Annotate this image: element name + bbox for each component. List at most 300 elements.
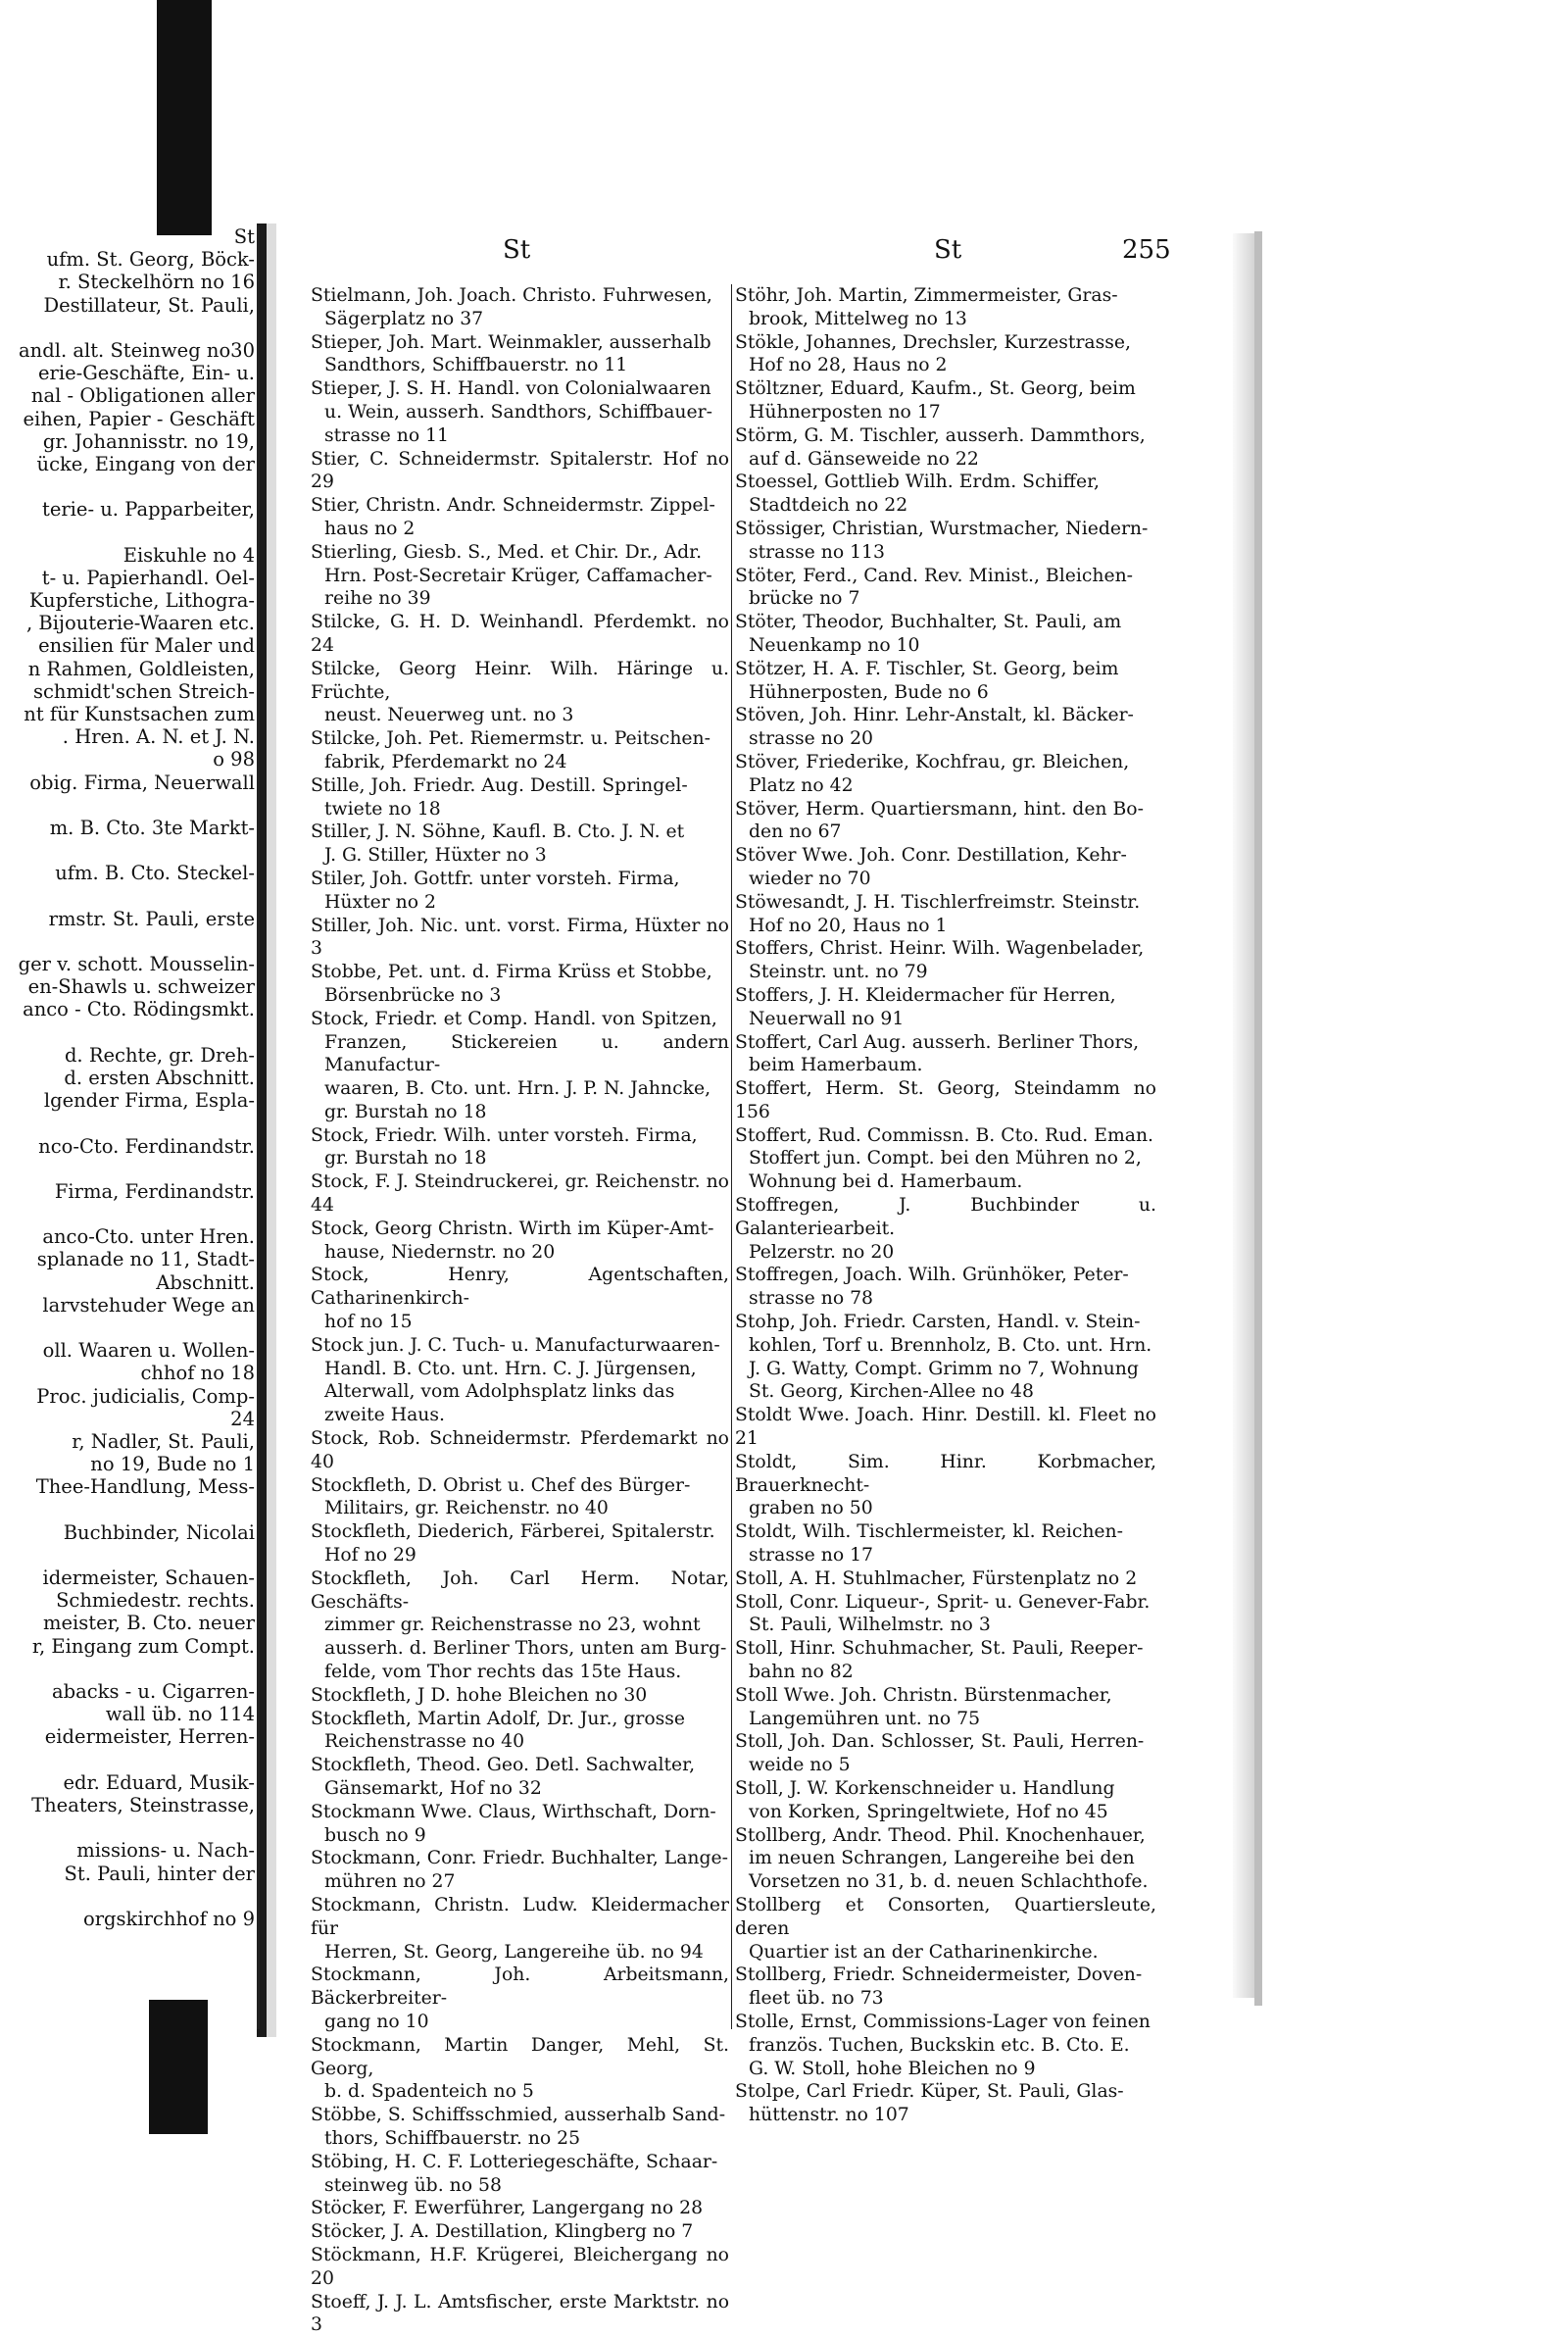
page-header [277, 235, 1257, 284]
entry-first-line: Stöbing, H. C. F. Lotteriegeschäfte, Schaar- [311, 2151, 718, 2172]
directory-entry [735, 1824, 1156, 1894]
directory-entry [735, 424, 1156, 472]
directory-entry [735, 518, 1156, 565]
entry-continuation-line: Hüxter no 2 [324, 891, 436, 913]
entry-continuation-line: Börsenbrücke no 3 [324, 984, 502, 1006]
entry-continuation-line: twiete no 18 [324, 798, 441, 820]
entry-first-line: Stöcker, F. Ewerführer, Langergang no 28 [311, 2198, 704, 2219]
entry-first-line: Stöckmann, H.F. Krügerei, Bleichergang no 20 [311, 2244, 729, 2289]
directory-entry [311, 727, 729, 774]
left-page-line: r. Steckelhörn no 16 [58, 271, 255, 294]
entry-first-line: Stockfleth, Theod. Geo. Detl. Sachwalter, [311, 1755, 696, 1776]
entry-continuation-line: thors, Schiffbauerstr. no 25 [324, 2127, 581, 2149]
directory-entry [735, 1777, 1156, 1824]
left-page-line: Schmiedestr. rechts. [56, 1589, 255, 1613]
entry-first-line: Stoeff, J. J. L. Amtsfischer, erste Marktstr. no 3 [311, 2291, 729, 2336]
left-page-line: Kupferstiche, Lithogra- [28, 589, 255, 612]
entry-first-line: Stockmann, Christn. Ludw. Kleidermacher für [311, 1894, 729, 1939]
entry-first-line: Stockmann Wwe. Claus, Wirthschaft, Dorn- [311, 1801, 716, 1822]
entry-first-line: Stoffers, Christ. Heinr. Wilh. Wagenbelader, [735, 938, 1145, 960]
left-page-line: obig. Firma, Neuerwall [29, 771, 255, 794]
left-page-line: en-Shawls u. schweizer [27, 975, 255, 999]
running-head-right: St [934, 235, 962, 265]
left-page-line: andl. alt. Steinweg no30 [19, 338, 255, 362]
directory-entry [311, 1894, 729, 1964]
directory-entry [735, 844, 1156, 891]
entry-continuation-line: Gänsemarkt, Hof no 32 [324, 1778, 542, 1799]
entry-first-line: Stöhr, Joh. Martin, Zimmermeister, Gras- [735, 285, 1118, 306]
directory-entry [311, 961, 729, 1008]
directory-entry [735, 704, 1156, 751]
entry-continuation-line: Handl. B. Cto. unt. Hrn. C. J. Jürgensen, [324, 1358, 697, 1379]
entry-first-line: Stolpe, Carl Friedr. Küper, St. Pauli, Glas- [735, 2081, 1124, 2103]
left-page-line: ücke, Eingang von der [36, 452, 255, 475]
left-page-line: missions- u. Nach- [76, 1839, 255, 1863]
entry-continuation-line: fleet üb. no 73 [749, 1988, 884, 2010]
entry-first-line: Stoll, Joh. Dan. Schlosser, St. Pauli, Herren- [735, 1731, 1145, 1753]
entry-first-line: Stoessel, Gottlieb Wilh. Erdm. Schiffer, [735, 472, 1101, 493]
entry-first-line: Stockfleth, Diederich, Färberei, Spitalerstr. [311, 1521, 715, 1543]
entry-continuation-line: Hof no 28, Haus no 2 [749, 355, 948, 376]
left-page-line: gr. Johannisstr. no 19, [42, 429, 255, 453]
left-page-line: eidermeister, Herren- [44, 1725, 255, 1749]
directory-entry [311, 2197, 729, 2220]
entry-first-line: Stohp, Joh. Friedr. Carsten, Handl. v. Stein- [735, 1312, 1141, 1333]
directory-entry [735, 284, 1156, 331]
left-page-line: anco-Cto. unter Hren. [42, 1225, 255, 1249]
directory-entry [311, 868, 729, 915]
directory-entry [311, 2151, 729, 2198]
entry-continuation-line: strasse no 17 [749, 1545, 873, 1566]
entry-continuation-line: busch no 9 [324, 1824, 426, 1846]
entry-first-line: Stieper, J. S. H. Handl. von Colonialwaaren [311, 378, 711, 400]
entry-continuation-line: beim Hamerbaum. [749, 1055, 923, 1076]
entry-first-line: Stoldt, Sim. Hinr. Korbmacher, Brauerknecht- [735, 1451, 1156, 1496]
entry-first-line: Stiller, Joh. Nic. unt. vorst. Firma, Hüxter no 3 [311, 915, 729, 960]
left-page-line: Buchbinder, Nicolai [63, 1520, 255, 1544]
directory-entry [311, 1474, 729, 1521]
entry-continuation-line: St. Pauli, Wilhelmstr. no 3 [749, 1615, 991, 1636]
directory-entry [735, 1194, 1156, 1264]
entry-continuation-line: J. G. Watty, Compt. Grimm no 7, Wohnung [749, 1358, 1139, 1379]
entry-first-line: Stilcke, Joh. Pet. Riemermstr. u. Peitschen- [311, 728, 710, 750]
left-page-line: St [233, 225, 255, 248]
directory-entry [311, 1008, 729, 1124]
directory-column-left [311, 284, 729, 2337]
entry-continuation-line: waaren, B. Cto. unt. Hrn. J. P. N. Jahncke, [324, 1078, 711, 1100]
entry-continuation-line: strasse no 78 [749, 1288, 873, 1310]
entry-continuation-line: bahn no 82 [749, 1662, 854, 1683]
left-page-line [0, 1885, 255, 1908]
entry-first-line: Stoffregen, J. Buchbinder u. Galanteriearbeit. [735, 1195, 1156, 1239]
entry-continuation-line: Hrn. Post-Secretair Krüger, Caffamacher- [324, 565, 712, 586]
left-page-line [0, 1544, 255, 1566]
left-page-line [0, 884, 255, 907]
entry-continuation-line: Herren, St. Georg, Langereihe üb. no 94 [324, 1941, 704, 1963]
left-page-line: schmidt'schen Streich- [32, 679, 255, 703]
left-page-line: idermeister, Schauen- [42, 1566, 255, 1590]
entry-first-line: Stiler, Joh. Gottfr. unter vorsteh. Firma, [311, 868, 680, 889]
directory-entry [311, 1964, 729, 2033]
left-page-line: wall üb. no 114 [105, 1703, 255, 1726]
directory-entry [311, 2244, 729, 2291]
directory-entry [311, 1334, 729, 1427]
entry-continuation-line: Steinstr. unt. no 79 [749, 962, 928, 983]
directory-entry [311, 1847, 729, 1894]
entry-continuation-line: hüttenstr. no 107 [749, 2105, 909, 2126]
left-page-line [0, 317, 255, 339]
left-page [0, 225, 260, 2029]
entry-first-line: Stier, C. Schneidermstr. Spitalerstr. Hof no 29 [311, 448, 729, 493]
left-page-line: d. ersten Abschnitt. [64, 1066, 255, 1089]
left-page-line: lgender Firma, Espla- [43, 1089, 255, 1113]
entry-continuation-line: fabrik, Pferdemarkt no 24 [324, 751, 567, 772]
entry-continuation-line: neust. Neuerweg unt. no 3 [324, 705, 574, 726]
entry-first-line: Stock, Henry, Agentschaften, Catharinenkirch- [311, 1265, 729, 1310]
entry-first-line: Stöcker, J. A. Destillation, Klingberg no 7 [311, 2221, 694, 2243]
directory-entry [735, 1520, 1156, 1567]
entry-continuation-line: Quartier ist an der Catharinenkirche. [749, 1941, 1099, 1963]
left-page-line: erie-Geschäfte, Ein- u. [37, 362, 255, 385]
entry-continuation-line: strasse no 20 [749, 728, 873, 750]
entry-first-line: Stoll, J. W. Korkenschneider u. Handlung [735, 1778, 1115, 1799]
left-page-line: nco-Cto. Ferdinandstr. [38, 1134, 255, 1158]
directory-entry [735, 798, 1156, 845]
entry-first-line: Stier, Christn. Andr. Schneidermstr. Zippel- [311, 495, 715, 517]
entry-continuation-line: G. W. Stoll, hohe Bleichen no 9 [749, 2058, 1036, 2079]
left-page-line [0, 839, 255, 862]
entry-first-line: Stockmann, Joh. Arbeitsmann, Bäckerbreiter- [311, 1964, 729, 2010]
directory-entry [735, 331, 1156, 378]
entry-continuation-line: felde, vom Thor rechts das 15te Haus. [324, 1662, 682, 1683]
left-page-line [0, 930, 255, 953]
left-page-line [0, 475, 255, 498]
entry-first-line: Stieper, Joh. Mart. Weinmakler, ausserhalb [311, 331, 711, 353]
entry-continuation-line: gr. Burstah no 18 [324, 1148, 487, 1169]
entry-continuation-line: auf d. Gänseweide no 22 [749, 448, 979, 470]
entry-continuation-line: Hof no 20, Haus no 1 [749, 915, 948, 936]
right-page [277, 235, 1257, 2336]
entry-first-line: Stoffregen, Joach. Wilh. Grünhöker, Peter- [735, 1265, 1129, 1286]
entry-continuation-line: St. Georg, Kirchen-Allee no 48 [749, 1381, 1034, 1403]
directory-entry [311, 2220, 729, 2244]
directory-entry [735, 1264, 1156, 1311]
entry-continuation-line: hause, Niedernstr. no 20 [324, 1241, 556, 1263]
directory-entry [311, 2291, 729, 2337]
directory-entry [735, 1637, 1156, 1684]
entry-first-line: Stoffers, J. H. Kleidermacher für Herren, [735, 984, 1116, 1006]
left-page-line: Firma, Ferdinandstr. [54, 1179, 255, 1203]
directory-entry [735, 1730, 1156, 1777]
directory-entry [311, 494, 729, 541]
directory-entry [311, 774, 729, 821]
left-page-line [0, 1317, 255, 1339]
left-page-line: 24 [230, 1407, 255, 1430]
directory-entry [311, 1124, 729, 1171]
left-page-line: . Hren. A. N. et J. N. [62, 725, 255, 749]
left-page-line: r, Eingang zum Compt. [31, 1634, 255, 1658]
entry-first-line: Stoffert, Rud. Commissn. B. Cto. Rud. Eman. [735, 1124, 1154, 1146]
entry-first-line: Stöver, Herm. Quartiersmann, hint. den Bo- [735, 798, 1144, 820]
directory-entry [311, 1801, 729, 1848]
directory-entry [311, 611, 729, 658]
entry-continuation-line: reihe no 39 [324, 588, 431, 610]
entry-continuation-line: Vorsetzen no 31, b. d. neuen Schlachthofe. [749, 1871, 1149, 1893]
entry-first-line: Stock, Georg Christn. Wirth im Küper-Amt- [311, 1218, 714, 1239]
entry-first-line: Stollberg, Friedr. Schneidermeister, Doven- [735, 1964, 1143, 1986]
left-page-line [0, 1021, 255, 1044]
left-page-line: Theaters, Steinstrasse, [31, 1793, 255, 1816]
entry-first-line: Stoll, Conr. Liqueur-, Sprit- u. Genever-Fabr. [735, 1591, 1151, 1613]
left-page-text [0, 225, 255, 1930]
left-page-line: Abschnitt. [156, 1270, 255, 1294]
entry-continuation-line: Reichenstrasse no 40 [324, 1731, 525, 1753]
left-page-line: eihen, Papier - Geschäft [23, 407, 255, 430]
entry-first-line: Stierling, Giesb. S., Med. et Chir. Dr., Adr. [311, 541, 703, 563]
directory-entry [735, 1684, 1156, 1731]
left-page-line [0, 1816, 255, 1839]
left-page-line: no 19, Bude no 1 [90, 1453, 255, 1476]
entry-first-line: Stoffert, Carl Aug. ausserh. Berliner Thors, [735, 1031, 1140, 1053]
entry-first-line: Stöter, Ferd., Cand. Rev. Minist., Bleichen- [735, 565, 1134, 586]
directory-entry [735, 565, 1156, 612]
left-page-line: edr. Eduard, Musik- [63, 1770, 255, 1794]
entry-first-line: Stilcke, G. H. D. Weinhandl. Pferdemkt. no 24 [311, 612, 729, 656]
directory-entry [735, 1591, 1156, 1638]
directory-entry [311, 820, 729, 868]
running-head-left: St [503, 235, 531, 265]
directory-entry [735, 1404, 1156, 1451]
left-page-line: chhof no 18 [140, 1362, 255, 1385]
entry-first-line: Stoldt, Wilh. Tischlermeister, kl. Reichen- [735, 1521, 1123, 1543]
left-page-line: abacks - u. Cigarren- [51, 1680, 255, 1703]
directory-entry [735, 2011, 1156, 2080]
entry-first-line: Stoll, A. H. Stuhlmacher, Fürstenplatz no 2 [735, 1567, 1138, 1589]
entry-continuation-line: brücke no 7 [749, 588, 860, 610]
entry-continuation-line: haus no 2 [324, 518, 416, 539]
directory-entry [311, 658, 729, 727]
left-page-line: Proc. judicialis, Comp- [36, 1384, 255, 1408]
entry-first-line: Störm, G. M. Tischler, ausserh. Dammthors, [735, 424, 1146, 446]
entry-continuation-line: b. d. Spadenteich no 5 [324, 2081, 534, 2103]
directory-entry [311, 541, 729, 611]
entry-continuation-line: gang no 10 [324, 2011, 429, 2032]
entry-first-line: Stiller, J. N. Söhne, Kaufl. B. Cto. J. N. et [311, 821, 685, 843]
left-page-line [0, 794, 255, 817]
entry-continuation-line: J. G. Stiller, Hüxter no 3 [324, 845, 547, 867]
directory-entry [735, 751, 1156, 798]
left-page-line: n Rahmen, Goldleisten, [27, 657, 255, 680]
directory-entry [311, 1520, 729, 1567]
left-page-line: rmstr. St. Pauli, erste [48, 907, 255, 930]
left-page-line: r, Nadler, St. Pauli, [72, 1429, 255, 1453]
directory-entry [311, 1754, 729, 1801]
entry-first-line: Stollberg, Andr. Theod. Phil. Knochenhauer, [735, 1824, 1146, 1846]
left-page-line: o 98 [213, 748, 255, 771]
entry-first-line: Stoldt Wwe. Joach. Hinr. Destill. kl. Fleet no 21 [735, 1405, 1156, 1450]
directory-entry [311, 1427, 729, 1474]
entry-continuation-line: Militairs, gr. Reichenstr. no 40 [324, 1498, 609, 1519]
left-page-line: splanade no 11, Stadt- [36, 1248, 255, 1271]
entry-continuation-line: Hühnerposten no 17 [749, 401, 941, 423]
entry-first-line: Stock, Friedr. et Comp. Handl. von Spitzen, [311, 1008, 717, 1029]
left-page-line: meister, B. Cto. neuer [42, 1612, 255, 1635]
left-page-line: t- u. Papierhandl. Oel- [41, 566, 255, 589]
directory-entry [311, 2034, 729, 2104]
entry-first-line: Stöwesandt, J. H. Tischlerfreimstr. Steinstr. [735, 891, 1141, 913]
entry-continuation-line: Sägerplatz no 37 [324, 308, 484, 329]
entry-first-line: Stöver, Friederike, Kochfrau, gr. Bleichen, [735, 751, 1130, 772]
entry-continuation-line: Sandthors, Schiffbauerstr. no 11 [324, 355, 628, 376]
entry-continuation-line: zimmer gr. Reichenstrasse no 23, wohnt [324, 1615, 701, 1636]
entry-first-line: Stobbe, Pet. unt. d. Firma Krüss et Stobbe, [311, 962, 712, 983]
directory-entry [735, 1077, 1156, 1124]
entry-continuation-line: Neuenkamp no 10 [749, 634, 920, 656]
directory-entry [311, 448, 729, 495]
directory-entry [311, 915, 729, 962]
directory-entry [735, 1894, 1156, 1964]
directory-entry [311, 1684, 729, 1708]
entry-first-line: Stockmann, Conr. Friedr. Buchhalter, Lange- [311, 1848, 728, 1869]
left-page-line: nal - Obligationen aller [30, 384, 255, 408]
directory-entry [311, 1567, 729, 1684]
entry-first-line: Stöltzner, Eduard, Kaufm., St. Georg, beim [735, 378, 1136, 400]
directory-entry [735, 937, 1156, 984]
left-page-line [0, 1203, 255, 1225]
entry-continuation-line: Stadtdeich no 22 [749, 495, 908, 517]
entry-continuation-line: steinweg üb. no 58 [324, 2174, 502, 2196]
left-page-line [0, 1499, 255, 1521]
directory-entry [735, 1567, 1156, 1591]
entry-first-line: Stockfleth, D. Obrist u. Chef des Bürger- [311, 1474, 691, 1496]
entry-first-line: Stockfleth, Martin Adolf, Dr. Jur., grosse [311, 1708, 686, 1729]
directory-entry [735, 891, 1156, 938]
directory-entry [735, 1124, 1156, 1194]
entry-first-line: Stössiger, Christian, Wurstmacher, Niedern- [735, 518, 1149, 539]
directory-entry [735, 1311, 1156, 1404]
left-page-line [0, 1158, 255, 1180]
directory-entry [311, 2104, 729, 2151]
entry-continuation-line: Wohnung bei d. Hamerbaum. [749, 1171, 1023, 1193]
entry-continuation-line: Stoffert jun. Compt. bei den Mühren no 2, [749, 1148, 1142, 1169]
left-page-line: St. Pauli, hinter der [64, 1862, 255, 1885]
entry-continuation-line: graben no 50 [749, 1498, 873, 1519]
directory-entry [311, 331, 729, 378]
directory-entry [311, 1264, 729, 1333]
left-page-line: orgskirchhof no 9 [82, 1907, 255, 1930]
left-page-line: anco - Cto. Rödingsmkt. [23, 998, 255, 1021]
left-page-line: ufm. St. Georg, Böck- [46, 248, 255, 272]
entry-first-line: Stöter, Theodor, Buchhalter, St. Pauli, am [735, 612, 1122, 633]
directory-entry [735, 984, 1156, 1031]
entry-first-line: Stöver Wwe. Joh. Conr. Destillation, Kehr- [735, 845, 1127, 867]
directory-entry [735, 1451, 1156, 1520]
directory-entry [311, 1218, 729, 1265]
entry-first-line: Stoll, Hinr. Schuhmacher, St. Pauli, Reeper- [735, 1638, 1144, 1660]
page-number: 255 [1122, 235, 1171, 265]
entry-continuation-line: Pelzerstr. no 20 [749, 1241, 895, 1263]
directory-entry [311, 1708, 729, 1755]
entry-continuation-line: Platz no 42 [749, 774, 854, 796]
left-page-line: ufm. B. Cto. Steckel- [55, 862, 255, 885]
left-page-line: nt für Kunstsachen zum [24, 702, 255, 725]
entry-first-line: Stilcke, Georg Heinr. Wilh. Häringe u. Früchte, [311, 658, 729, 703]
directory-entry [311, 284, 729, 331]
entry-first-line: Stockmann, Martin Danger, Mehl, St. Georg, [311, 2034, 729, 2079]
directory-entry [735, 471, 1156, 518]
entry-continuation-line: hof no 15 [324, 1312, 413, 1333]
entry-continuation-line: gr. Burstah no 18 [324, 1101, 487, 1122]
entry-continuation-line: strasse no 113 [749, 541, 885, 563]
left-page-line [0, 1658, 255, 1680]
directory-entry [735, 611, 1156, 658]
entry-first-line: Stielmann, Joh. Joach. Christo. Fuhrwesen, [311, 285, 712, 306]
entry-first-line: Stoll Wwe. Joh. Christn. Bürstenmacher, [735, 1684, 1112, 1706]
entry-first-line: Stille, Joh. Friedr. Aug. Destill. Springel- [311, 774, 688, 796]
directory-column-right [731, 284, 1156, 2126]
entry-first-line: Stock, F. J. Steindruckerei, gr. Reichenstr. no 44 [311, 1171, 729, 1217]
left-page-line: larvstehuder Wege an [42, 1293, 255, 1317]
directory-entry [735, 1964, 1156, 2011]
left-page-line: , Bijouterie-Waaren etc. [25, 612, 255, 635]
left-page-line [0, 1749, 255, 1771]
entry-first-line: Stoffert, Herm. St. Georg, Steindamm no 156 [735, 1078, 1156, 1122]
left-page-line: ger v. schott. Mousselin- [18, 953, 255, 975]
left-page-line: m. B. Cto. 3te Markt- [49, 816, 255, 839]
entry-continuation-line: brook, Mittelweg no 13 [749, 308, 967, 329]
entry-continuation-line: französ. Tuchen, Buckskin etc. B. Cto. E. [749, 2034, 1130, 2056]
entry-continuation-line: wieder no 70 [749, 868, 871, 889]
entry-first-line: Stökle, Johannes, Drechsler, Kurzestrasse, [735, 331, 1131, 353]
left-page-line: terie- u. Papparbeiter, [41, 498, 255, 522]
entry-first-line: Stollberg et Consorten, Quartiersleute, deren [735, 1894, 1156, 1939]
entry-continuation-line: Neuerwall no 91 [749, 1008, 905, 1029]
left-page-line [0, 1112, 255, 1134]
entry-continuation-line: von Korken, Springeltwiete, Hof no 45 [749, 1801, 1108, 1822]
directory-entry [735, 1031, 1156, 1078]
left-page-line: ensilien für Maler und [38, 634, 255, 658]
entry-first-line: Stolle, Ernst, Commissions-Lager von feinen [735, 2011, 1151, 2032]
entry-continuation-line: Langemühren unt. no 75 [749, 1708, 981, 1729]
entry-continuation-line: u. Wein, ausserh. Sandthors, Schiffbauer- [324, 401, 712, 423]
left-page-line: Eiskuhle no 4 [122, 543, 255, 567]
entry-continuation-line: Hühnerposten, Bude no 6 [749, 681, 989, 703]
entry-continuation-line: Alterwall, vom Adolphsplatz links das [324, 1381, 675, 1403]
left-page-line: d. Rechte, gr. Dreh- [64, 1043, 255, 1067]
entry-first-line: Stock, Rob. Schneidermstr. Pferdemarkt no 40 [311, 1428, 729, 1472]
left-page-line [0, 521, 255, 543]
entry-first-line: Stöbbe, S. Schiffsschmied, ausserhalb Sand- [311, 2105, 726, 2126]
entry-continuation-line: kohlen, Torf u. Brennholz, B. Cto. unt. Hrn. [749, 1334, 1152, 1356]
directory-entry [311, 1170, 729, 1218]
left-page-line: Destillateur, St. Pauli, [43, 293, 255, 317]
entry-continuation-line: mühren no 27 [324, 1871, 456, 1893]
entry-continuation-line: Franzen, Stickereien u. andern Manufactur- [324, 1031, 729, 1076]
entry-first-line: Stöven, Joh. Hinr. Lehr-Anstalt, kl. Bäcker- [735, 705, 1134, 726]
directory-entry [735, 2080, 1156, 2127]
entry-continuation-line: strasse no 11 [324, 424, 449, 446]
entry-first-line: Stock, Friedr. Wilh. unter vorsteh. Firma, [311, 1124, 698, 1146]
entry-continuation-line: weide no 5 [749, 1755, 851, 1776]
entry-continuation-line: den no 67 [749, 821, 842, 843]
entry-continuation-line: im neuen Schrangen, Langereihe bei den [749, 1848, 1135, 1869]
entry-continuation-line: Hof no 29 [324, 1545, 416, 1566]
entry-first-line: Stockfleth, Joh. Carl Herm. Notar, Geschäfts- [311, 1567, 729, 1613]
entry-first-line: Stock jun. J. C. Tuch- u. Manufacturwaaren- [311, 1334, 720, 1356]
left-page-line: oll. Waaren u. Wollen- [42, 1339, 255, 1363]
entry-first-line: Stötzer, H. A. F. Tischler, St. Georg, beim [735, 658, 1119, 679]
entry-first-line: Stockfleth, J D. hohe Bleichen no 30 [311, 1684, 648, 1706]
